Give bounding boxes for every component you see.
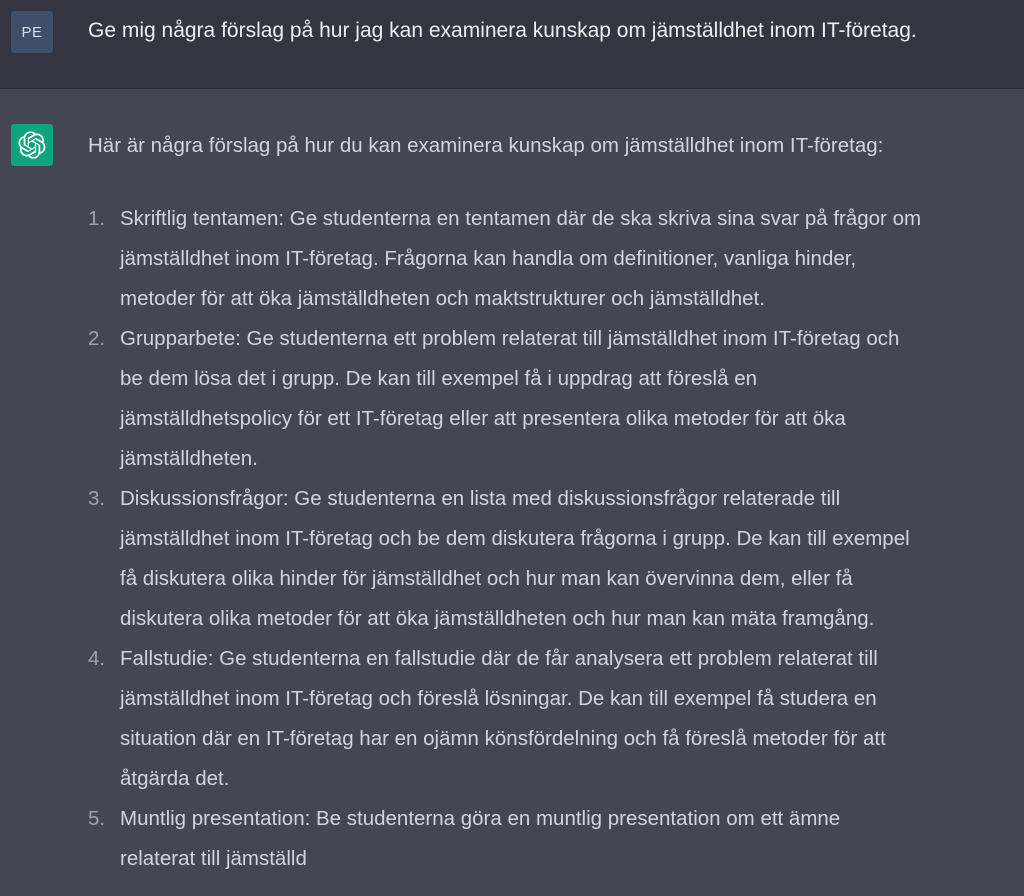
- list-item-number: 5.: [88, 807, 106, 830]
- list-item-line: metoder för att öka jämställdheten och maktstrukturer och jämställdhet.: [120, 287, 765, 310]
- list-item: [88, 479, 1018, 639]
- user-avatar: [11, 11, 53, 53]
- list-item-line: jämställdheten.: [120, 447, 258, 470]
- user-message-text: Ge mig några förslag på hur jag kan examinera kunskap om jämställdhet inom IT-företag.: [88, 19, 917, 42]
- list-item-line: Diskussionsfrågor: Ge studenterna en lista med diskussionsfrågor relaterade till: [120, 487, 841, 510]
- list-item-line: åtgärda det.: [120, 767, 230, 790]
- list-item-number: 1.: [88, 207, 106, 230]
- user-avatar-initials: PE: [21, 23, 43, 41]
- suggestion-list: [88, 199, 1018, 879]
- list-item-line: jämställdhet inom IT-företag och föreslå lösningar. De kan till exempel få studera en: [120, 687, 877, 710]
- list-item-number: 4.: [88, 647, 106, 670]
- list-item-line: be dem lösa det i grupp. De kan till exempel få i uppdrag att föreslå en: [120, 367, 758, 390]
- list-item-line: Fallstudie: Ge studenterna en fallstudie där de får analysera ett problem relaterat till: [120, 647, 878, 670]
- list-item-line: Muntlig presentation: Be studenterna göra en muntlig presentation om ett ämne: [120, 807, 841, 830]
- list-item-line: få diskutera olika hinder för jämställdhet och hur man kan övervinna dem, eller få: [120, 567, 853, 590]
- assistant-message-row: [0, 89, 1024, 896]
- assistant-intro-text: Här är några förslag på hur du kan examinera kunskap om jämställdhet inom IT-företag:: [88, 134, 884, 157]
- list-item-line: relaterat till jämställd: [120, 847, 307, 870]
- list-item-line: diskutera olika metoder för att öka jämställdheten och hur man kan mäta framgång.: [120, 607, 875, 630]
- user-message-row: [0, 0, 1024, 89]
- list-item-line: jämställdhet inom IT-företag. Frågorna kan handla om definitioner, vanliga hinder,: [120, 247, 857, 270]
- list-item: [88, 799, 1018, 879]
- list-item: [88, 639, 1018, 799]
- list-item: [88, 319, 1018, 479]
- list-item-number: 2.: [88, 327, 106, 350]
- list-item-line: jämställdhetspolicy för ett IT-företag eller att presentera olika metoder för att öka: [120, 407, 846, 430]
- list-item-line: jämställdhet inom IT-företag och be dem diskutera frågorna i grupp. De kan till exempel: [120, 527, 910, 550]
- list-item-number: 3.: [88, 487, 106, 510]
- list-item-line: Grupparbete: Ge studenterna ett problem relaterat till jämställdhet inom IT-företag och: [120, 327, 900, 350]
- list-item-line: Skriftlig tentamen: Ge studenterna en tentamen där de ska skriva sina svar på frågor om: [120, 207, 922, 230]
- list-item: [88, 199, 1018, 319]
- openai-logo-icon: [18, 131, 46, 159]
- assistant-avatar: [11, 124, 53, 166]
- list-item-line: situation där en IT-företag har en ojämn könsfördelning och få föreslå metoder för att: [120, 727, 886, 750]
